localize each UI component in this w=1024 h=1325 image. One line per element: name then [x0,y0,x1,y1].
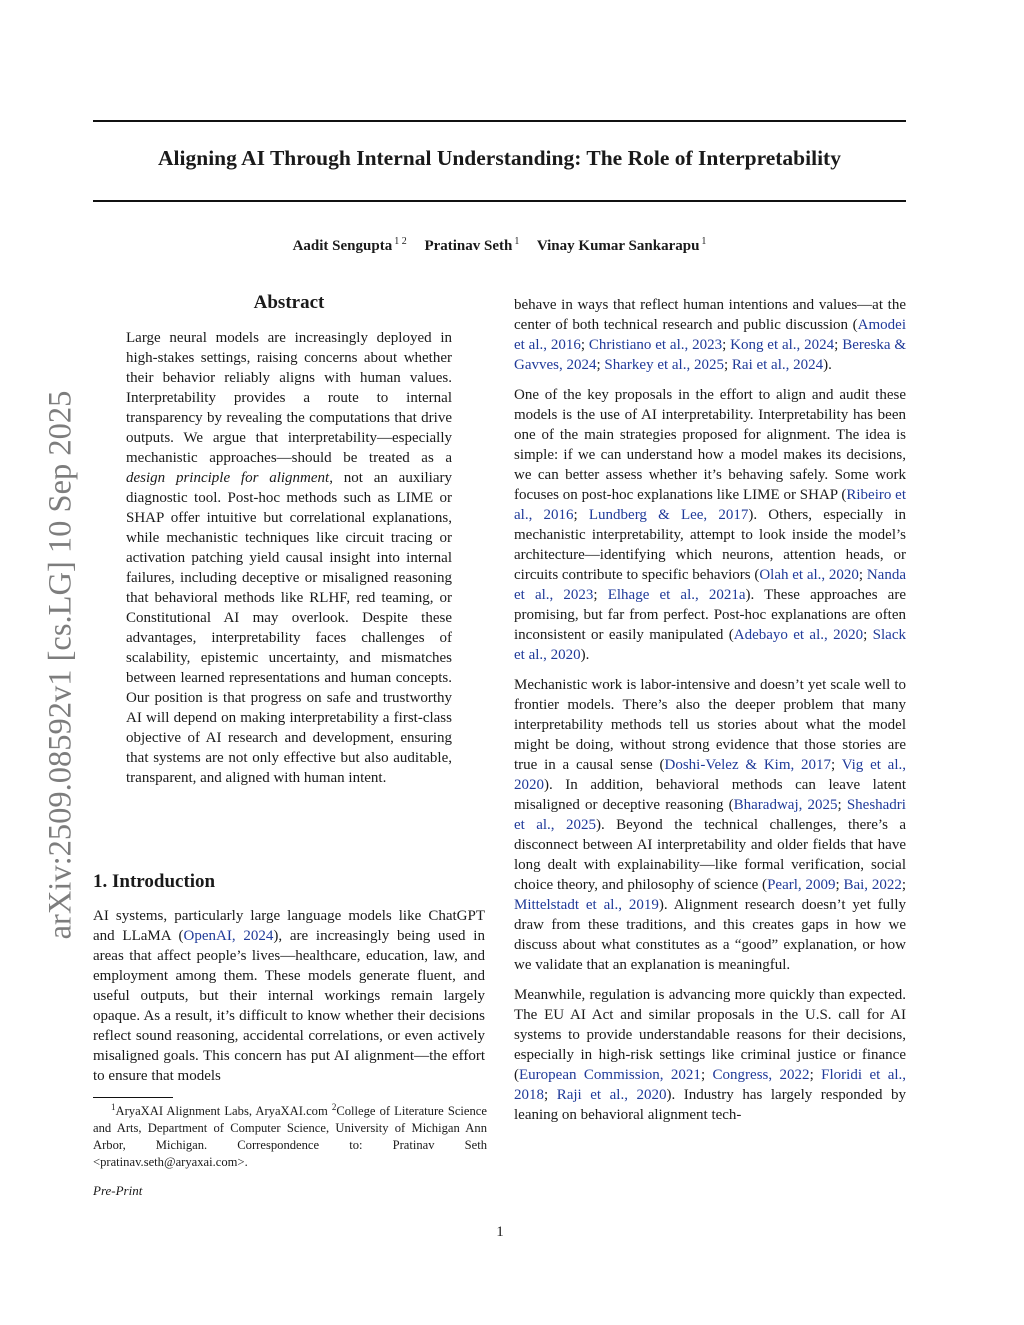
citation-link[interactable]: Mittelstadt et al., 2019 [514,897,659,913]
citation-link[interactable]: Nanda et al., 2023 [514,567,906,603]
citation-link[interactable]: Bharadwaj, 2025 [733,797,838,813]
citation-link[interactable]: Kong et al., 2024 [730,337,835,353]
citation-link[interactable]: Pearl, 2009 [767,877,836,893]
abstract-text: Large neural models are increasingly deployed in high-stakes settings, raising concerns about whether their behavior reliably aligns with human values. Interpretability provides a route to internal transparency by revealing the computations that drive outputs. We argue that interpretability—especially mechanistic approaches—should be treated as a design principle for alignment, not an auxiliary diagnostic tool. Post-hoc methods such as LIME or SHAP offer intuitive but correlational explanations, while mechanistic techniques like circuit tracing or activation patching yield causal insight into internal failures, including deceptive or misaligned reasoning that behavioral methods like RLHF, red teaming, or Constitutional AI may overlook. Despite these advantages, interpretability faces challenges of scalability, epistemic uncertainty, and mismatches between learned representations and human concepts. Our position is that progress on safe and trustworthy AI will depend on making interpretability a first-class objective of AI research and development, ensuring that systems are not only effective but also auditable, transparent, and aligned with human intent. [126,330,452,786]
author-affiliation: 1 [514,236,520,247]
citation-link[interactable]: Bereska & Gavves, 2024 [514,337,907,373]
paragraph: One of the key proposals in the effort to align and audit these models is the use of AI interpretability. Interpretability has been one of the main strategies proposed for alignment. The idea is simple: if we can understand how a model makes its decisions, we can better assess whether it’s behaving safely. Some work focuses on post-hoc explanations like LIME or SHAP (Ribeiro et al., 2016; Lundberg & Lee, 2017). Others, especially in mechanistic interpretability, attempt to look inside the model’s architecture—identifying which neurons, attention heads, or circuits contribute to specific behaviors (Olah et al., 2020; Nanda et al., 2023; Elhage et al., 2021a). These approaches are promising, but far from perfect. Post-hoc explanations are often inconsistent or easily manipulated (Adebayo et al., 2020; Slack et al., 2020). [514,387,907,663]
author-name: Pratinav Seth [424,238,513,254]
citation-link[interactable]: Amodei et al., 2016 [514,317,906,353]
citation-link[interactable]: Lundberg & Lee, 2017 [588,507,749,523]
citation-link[interactable]: European Commission, 2021 [519,1067,701,1083]
citation-link[interactable]: Elhage et al., 2021a [607,587,746,603]
paragraph: AI systems, particularly large language models like ChatGPT and LLaMA (OpenAI, 2024), are increasingly being used in areas that affect people’s lives—healthcare, education, law, and employment among them. These models generate fluent, and useful outputs, but their internal workings remain largely opaque. As a result, it’s difficult to know whether their decisions reflect sound reasoning, accidental correlations, or even actively misaligned goals. This concern has put AI alignment—the effort to ensure that models [93,908,485,1084]
arxiv-identifier-stamp: arXiv:2509.08592v1 [cs.LG] 10 Sep 2025 [42,390,79,940]
citation-link[interactable]: Slack et al., 2020 [514,627,906,663]
author-affiliation: 1 [701,236,707,247]
citation-link[interactable]: Floridi et al., 2018 [514,1067,907,1103]
author-name: Aadit Sengupta [292,238,393,254]
citation-link[interactable]: Bai, 2022 [843,877,902,893]
author-list [93,236,906,255]
citation-link[interactable]: Sheshadri et al., 2025 [514,797,906,833]
citation-link[interactable]: Christiano et al., 2023 [588,337,723,353]
page-number: 1 [496,1224,504,1240]
author-affiliation: 1 2 [394,236,407,247]
title-bottom-rule [93,200,906,202]
introduction-column [93,906,485,1096]
citation-link[interactable]: Olah et al., 2020 [759,567,859,583]
citation-link[interactable]: OpenAI, 2024 [183,928,274,944]
citation-link[interactable]: Adebayo et al., 2020 [733,627,864,643]
right-column [514,295,906,1135]
paper-title: Aligning AI Through Internal Understanding: The Role of Interpretability [158,146,841,170]
affiliation-footnote: $^1$AryaXAI Alignment Labs, AryaXAI.com $^2$College of Literature Science and Arts, Department of Computer Science, University of Michigan Ann Arbor, Michigan. Correspondence to: Pratinav Seth <pratinav.seth@aryaxai.com>. [93,1102,487,1170]
section-heading-introduction: 1. Introduction [93,871,216,892]
preprint-label: Pre-Print [93,1183,143,1198]
paragraph: Meanwhile, regulation is advancing more quickly than expected. The EU AI Act and similar proposals in the U.S. call for AI systems to provide understandable reasons for their decisions, especially in high-risk settings like criminal justice or finance (European Commission, 2021; Congress, 2022; Floridi et al., 2018; Raji et al., 2020). Industry has largely responded by leaning on behavioral alignment tech- [514,987,907,1123]
abstract-emphasis: design principle for alignment [126,470,330,486]
top-rule [93,120,906,122]
citation-link[interactable]: Doshi-Velez & Kim, 2017 [664,757,832,773]
citation-link[interactable]: Vig et al., 2020 [514,757,906,793]
citation-link[interactable]: Raji et al., 2020 [556,1087,667,1103]
author-name: Vinay Kumar Sankarapu [536,238,700,254]
citation-link[interactable]: Congress, 2022 [712,1067,810,1083]
paragraph: behave in ways that reflect human intentions and values—at the center of both technical research and public discussion (Amodei et al., 2016; Christiano et al., 2023; Kong et al., 2024; Bereska & Gavves, 2024; Sharkey et al., 2025; Rai et al., 2024). [514,297,907,373]
abstract-heading: Abstract [253,292,325,313]
paragraph: Mechanistic work is labor-intensive and doesn’t yet scale well to frontier models. There’s also the deeper problem that many interpretability methods tell us stories about what the model might be doing, without strong evidence that those stories are true in a causal sense (Doshi-Velez & Kim, 2017; Vig et al., 2020). In addition, behavioral methods can leave latent misaligned or deceptive reasoning (Bharadwaj, 2025; Sheshadri et al., 2025). Beyond the technical challenges, there’s a disconnect between AI interpretability and older fields that have long dealt with explainability—like formal verification, social choice theory, and philosophy of science (Pearl, 2009; Bai, 2022; Mittelstadt et al., 2019). Alignment research doesn’t yet fully draw from these traditions, and this creates gaps in how we discuss about what constitutes as a “good” explanation, or how we validate that an explanation is meaningful. [514,677,907,973]
footnote-rule [93,1097,173,1098]
citation-link[interactable]: Sharkey et al., 2025 [604,357,724,373]
citation-link[interactable]: Ribeiro et al., 2016 [514,487,907,523]
citation-link[interactable]: Rai et al., 2024 [731,357,824,373]
